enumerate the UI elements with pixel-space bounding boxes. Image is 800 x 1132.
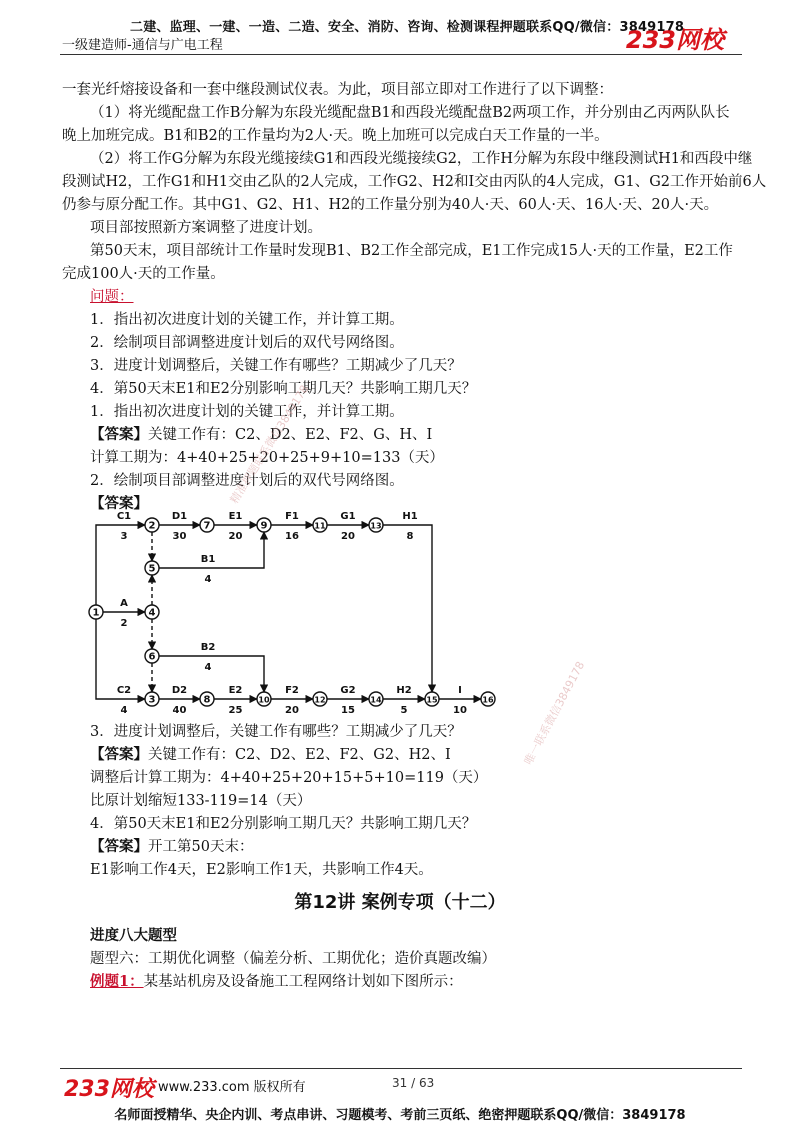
answer-3-calc: 调整后计算工期为：4+40+25+20+15+5+10=119（天）	[90, 770, 488, 786]
node-label-13: 13	[370, 521, 382, 531]
question-4: 4．第50天末E1和E2分别影响工期几天？共影响工期几天？	[90, 381, 477, 397]
footer-site: www.233.com 版权所有	[158, 1080, 306, 1095]
node-label-4: 4	[148, 607, 156, 619]
answer-2-label: 【答案】	[90, 495, 148, 512]
node-label-3: 3	[148, 694, 156, 706]
para-1a: （1）将光缆配盘工作B分解为东段光缆配盘B1和西段光缆配盘B2两项工作，并分别由乙丙两队队长	[90, 105, 730, 121]
para-2c: 仍参与原分配工作。其中G1、G2、H1、H2的工作量分别为40人·天、60人·天、16人·天、20人·天。	[62, 197, 719, 213]
activity-duration-B2: 4	[204, 662, 212, 673]
node-label-6: 6	[148, 651, 156, 663]
activity-duration-A: 2	[120, 618, 128, 629]
activity-name-G1: G1	[340, 511, 356, 522]
node-label-16: 16	[482, 695, 494, 705]
activity-name-E2: E2	[228, 685, 243, 696]
para-1b: 晚上加班完成。B1和B2的工作量均为2人·天。晚上加班可以完成白天工作量的一半。	[62, 128, 609, 144]
activity-name-I: I	[458, 685, 462, 696]
example-1: 例题1：某基站机房及设备施工工程网络计划如下图所示：	[90, 973, 463, 990]
activity-name-B2: B2	[200, 642, 216, 653]
activity-duration-G2: 15	[341, 705, 355, 716]
activity-name-D1: D1	[171, 511, 188, 522]
activity-duration-C2: 4	[120, 705, 128, 716]
activity-name-C1: C1	[116, 511, 132, 522]
page-number: 31 / 63	[392, 1076, 435, 1090]
footer-bottom-text: 名师面授精华、央企内训、考点串讲、习题模考、考前三页纸、绝密押题联系QQ/微信：3849178	[114, 1108, 686, 1123]
activity-duration-E1: 20	[228, 531, 243, 542]
question-1: 1．指出初次进度计划的关键工作，并计算工期。	[90, 312, 404, 328]
answer-1: 【答案】关键工作有：C2、D2、E2、F2、G、H、I	[90, 426, 433, 443]
activity-duration-D2: 40	[172, 705, 187, 716]
activity-name-H2: H2	[396, 685, 412, 696]
activity-name-C2: C2	[116, 685, 132, 696]
activity-name-G2: G2	[340, 685, 356, 696]
node-label-10: 10	[258, 695, 270, 705]
node-label-11: 11	[314, 521, 326, 531]
activity-name-E1: E1	[228, 511, 243, 522]
answer-4-question: 4．第50天末E1和E2分别影响工期几天？共影响工期几天？	[90, 816, 477, 832]
watermark-1: 精准押题联系微信3849178	[227, 382, 312, 506]
node-label-12: 12	[314, 695, 326, 705]
header-subtitle: 一级建造师-通信与广电工程	[62, 38, 223, 53]
answer-1-question: 1．指出初次进度计划的关键工作，并计算工期。	[90, 404, 404, 420]
activity-name-H1: H1	[402, 511, 418, 522]
activity-H1	[383, 525, 432, 692]
para-3: 项目部按照新方案调整了进度计划。	[90, 220, 322, 236]
question-type-6: 题型六：工期优化调整（偏差分析、工期优化；造价真题改编）	[90, 951, 496, 967]
activity-name-F2: F2	[285, 685, 299, 696]
activity-duration-E2: 25	[228, 705, 243, 716]
para-intro: 一套光纤熔接设备和一套中继段测试仪表。为此，项目部立即对工作进行了以下调整：	[62, 82, 613, 98]
activity-duration-F2: 20	[285, 705, 299, 716]
answer-3-question: 3．进度计划调整后，关键工作有哪些？工期减少了几天？	[90, 724, 462, 740]
activity-duration-D1: 30	[172, 531, 187, 542]
header-logo: 233网校	[625, 26, 724, 54]
node-label-5: 5	[148, 563, 156, 575]
activity-duration-B1: 4	[204, 574, 212, 585]
watermark-2: 唯一联系微信3849178	[521, 659, 588, 768]
answer-4-result: E1影响工作4天，E2影响工作1天，共影响工作4天。	[90, 862, 433, 878]
node-label-8: 8	[203, 694, 211, 706]
node-label-1: 1	[92, 607, 100, 619]
network-diagram	[60, 500, 520, 720]
para-4b: 完成100人·天的工作量。	[62, 266, 225, 282]
header-top-text: 二建、监理、一建、一造、二造、安全、消防、咨询、检测课程押题联系QQ/微信：3849178	[130, 20, 685, 35]
activity-name-A: A	[120, 598, 128, 609]
node-label-14: 14	[370, 695, 382, 705]
questions-label: 问题：	[90, 289, 134, 305]
answer-1-calc: 计算工期为：4+40+25+20+25+9+10=133（天）	[90, 450, 444, 466]
activity-name-D2: D2	[171, 685, 188, 696]
activity-name-B1: B1	[200, 554, 216, 565]
activity-duration-G1: 20	[341, 531, 355, 542]
footer-rule	[60, 1068, 742, 1069]
answer-2-question: 2．绘制项目部调整进度计划后的双代号网络图。	[90, 473, 404, 489]
answer-3: 【答案】关键工作有：C2、D2、E2、F2、G2、H2、I	[90, 746, 451, 763]
para-2b: 段测试H2，工作G1和H1交由乙队的2人完成，工作G2、H2和I交由丙队的4人完成，G1、G2工作开始前6人	[62, 174, 767, 190]
activity-duration-F1: 16	[285, 531, 299, 542]
node-label-9: 9	[260, 520, 268, 532]
node-label-7: 7	[203, 520, 211, 532]
node-label-15: 15	[426, 695, 438, 705]
para-2a: （2）将工作G分解为东段光缆接续G1和西段光缆接续G2，工作H分解为东段中继段测试H1和西段中继	[90, 151, 753, 167]
footer-logo: 233网校	[64, 1077, 154, 1102]
para-4a: 第50天末，项目部统计工作量时发现B1、B2工作全部完成，E1工作完成15人·天的工作量，E2工作	[90, 243, 733, 259]
node-label-2: 2	[148, 520, 156, 532]
question-3: 3．进度计划调整后，关键工作有哪些？工期减少了几天？	[90, 358, 462, 374]
activity-duration-C1: 3	[120, 531, 128, 542]
activity-duration-H2: 5	[400, 705, 408, 716]
activity-duration-H1: 8	[406, 531, 414, 542]
question-2: 2．绘制项目部调整进度计划后的双代号网络图。	[90, 335, 404, 351]
header-rule	[60, 54, 742, 55]
activity-duration-I: 10	[453, 705, 467, 716]
section-title: 进度八大题型	[90, 927, 177, 944]
answer-4: 【答案】开工第50天末：	[90, 838, 254, 855]
activity-name-F1: F1	[285, 511, 299, 522]
answer-3-compare: 比原计划缩短133-119=14（天）	[90, 793, 312, 809]
lecture-title: 第12讲 案例专项（十二）	[294, 892, 506, 913]
